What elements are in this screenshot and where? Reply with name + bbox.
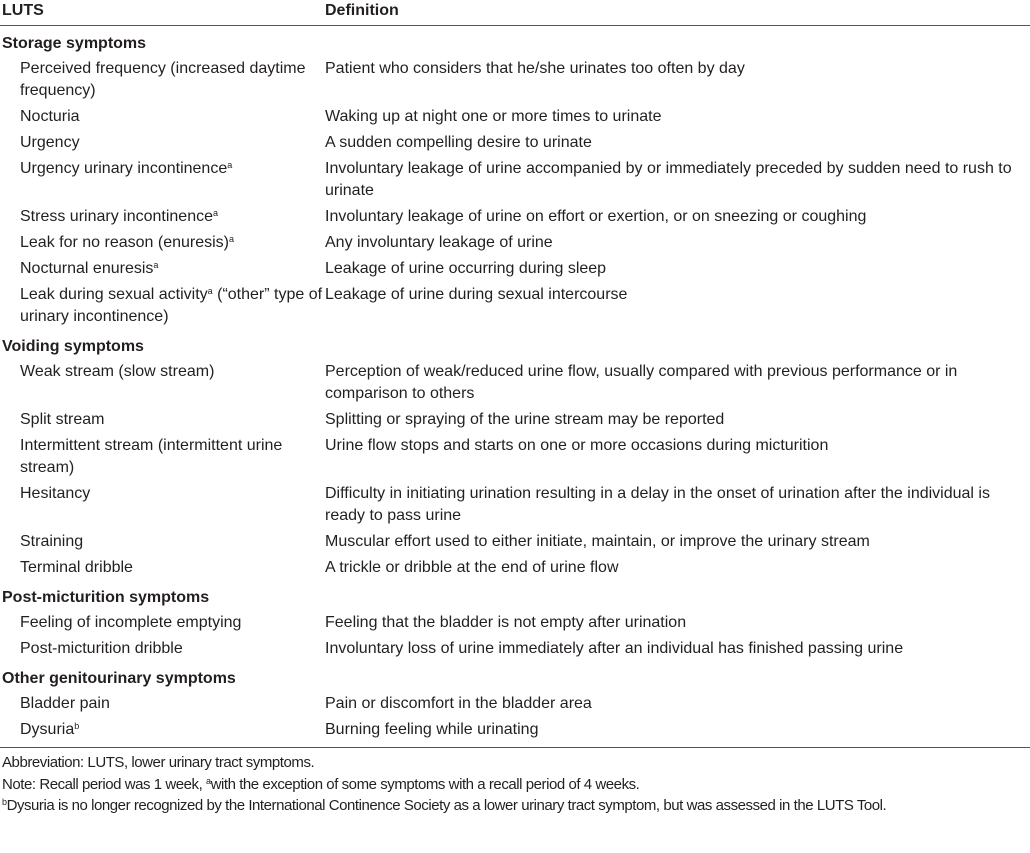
table-row	[0, 230, 1030, 256]
footnote-marker: a	[212, 208, 218, 218]
symptom-name: Bladder pain	[20, 695, 110, 712]
table-row	[0, 555, 1030, 581]
symptom-name: Hesitancy	[20, 485, 91, 502]
symptom-name: Dysuria	[20, 721, 75, 738]
table-row	[0, 529, 1030, 555]
symptom-cell	[0, 529, 325, 555]
definition-cell: Any involuntary leakage of urine	[325, 234, 553, 251]
symptom-name: Nocturnal enuresis	[20, 260, 154, 277]
dysuria-footnote	[2, 795, 1028, 817]
definition-cell: A trickle or dribble at the end of urine flow	[325, 559, 619, 576]
recall-note-rest: with the exception of some symptoms with a recall period of 4 weeks.	[210, 775, 640, 793]
symptom-cell	[0, 230, 325, 256]
symptom-cell	[0, 636, 325, 662]
table-body	[0, 26, 1030, 748]
table-row	[0, 104, 1030, 130]
definition-cell: A sudden compelling desire to urinate	[325, 134, 592, 151]
symptom-name: Weak stream (slow stream)	[20, 363, 215, 380]
symptom-name: Perceived frequency (increased daytime frequency)	[20, 60, 306, 99]
section-header-row	[0, 330, 1030, 359]
recall-note-prefix: Note: Recall period was 1 week,	[2, 775, 207, 793]
symptom-name: Split stream	[20, 411, 105, 428]
symptom-cell	[0, 359, 325, 407]
section-title: Post-micturition symptoms	[2, 589, 210, 606]
table-row	[0, 717, 1030, 748]
symptom-name: Nocturia	[20, 108, 80, 125]
symptom-cell	[0, 433, 325, 481]
table-row	[0, 130, 1030, 156]
symptom-cell	[0, 481, 325, 529]
definition-cell: Difficulty in initiating urination resulting in a delay in the onset of urination after the individual is ready to pass urine	[325, 485, 990, 524]
symptom-name: Post-micturition dribble	[20, 640, 183, 657]
symptom-name: Urgency urinary incontinence	[20, 160, 228, 177]
definition-cell: Splitting or spraying of the urine stream may be reported	[325, 411, 725, 428]
recall-note	[2, 774, 1028, 796]
symptom-cell	[0, 717, 325, 748]
footnote-marker: a	[207, 286, 213, 296]
symptom-name: Leak during sexual activity	[20, 286, 208, 303]
definition-cell: Pain or discomfort in the bladder area	[325, 695, 592, 712]
abbreviation-note: Abbreviation: LUTS, lower urinary tract symptoms.	[2, 754, 315, 771]
definition-cell: Leakage of urine during sexual intercourse	[325, 286, 628, 303]
footnote-marker: a	[227, 160, 233, 170]
table-row	[0, 610, 1030, 636]
footnote-marker-a: a	[206, 775, 211, 786]
symptom-name-suffix: (“other” type of urinary incontinence)	[20, 286, 323, 325]
definition-cell: Feeling that the bladder is not empty after urination	[325, 614, 687, 631]
footnote-marker: b	[74, 721, 80, 731]
table-row	[0, 282, 1030, 330]
table-row	[0, 359, 1030, 407]
definition-cell: Leakage of urine occurring during sleep	[325, 260, 607, 277]
header-definition: Definition	[325, 2, 399, 19]
symptom-cell	[0, 56, 325, 104]
symptom-name: Leak for no reason (enuresis)	[20, 234, 229, 251]
definition-cell: Muscular effort used to either initiate, maintain, or improve the urinary stream	[325, 533, 870, 550]
symptom-name: Stress urinary incontinence	[20, 208, 213, 225]
table-row	[0, 256, 1030, 282]
table-row	[0, 156, 1030, 204]
table-row	[0, 636, 1030, 662]
footnote-marker: a	[153, 260, 159, 270]
section-header-row	[0, 26, 1030, 57]
definition-cell: Perception of weak/reduced urine flow, usually compared with previous performance or in comparison to others	[325, 363, 958, 402]
symptom-name: Intermittent stream (intermittent urine stream)	[20, 437, 283, 476]
footnote-marker-b: b	[2, 797, 7, 807]
table-row	[0, 691, 1030, 717]
table-row	[0, 204, 1030, 230]
symptom-name: Straining	[20, 533, 84, 550]
symptom-cell	[0, 256, 325, 282]
header-luts: LUTS	[2, 2, 44, 19]
section-header-row	[0, 581, 1030, 610]
definition-cell: Burning feeling while urinating	[325, 721, 539, 738]
definition-cell: Involuntary loss of urine immediately after an individual has finished passing urine	[325, 640, 904, 657]
definition-cell: Patient who considers that he/she urinates too often by day	[325, 60, 745, 77]
symptom-name: Terminal dribble	[20, 559, 133, 576]
footnote-marker: a	[229, 234, 235, 244]
dysuria-footnote-text: Dysuria is no longer recognized by the International Continence Society as a lower urinary tract symptom, but was assessed in the LUTS Tool.	[6, 797, 887, 814]
symptom-name: Feeling of incomplete emptying	[20, 614, 242, 631]
symptom-cell	[0, 204, 325, 230]
section-header-row	[0, 662, 1030, 691]
definition-cell: Involuntary leakage of urine accompanied by or immediately preceded by sudden need to rush to urinate	[325, 160, 1012, 199]
symptom-cell	[0, 610, 325, 636]
definition-cell: Urine flow stops and starts on one or more occasions during micturition	[325, 437, 829, 454]
symptom-cell	[0, 130, 325, 156]
symptom-name: Urgency	[20, 134, 80, 151]
table-header-row	[0, 0, 1030, 26]
table-row	[0, 407, 1030, 433]
symptom-cell	[0, 156, 325, 204]
section-title: Storage symptoms	[2, 35, 147, 52]
definition-cell: Involuntary leakage of urine on effort or exertion, or on sneezing or coughing	[325, 208, 867, 225]
section-title: Other genitourinary symptoms	[2, 670, 236, 687]
definition-cell: Waking up at night one or more times to urinate	[325, 108, 662, 125]
table-row	[0, 433, 1030, 481]
symptom-cell	[0, 691, 325, 717]
symptom-cell	[0, 282, 325, 330]
symptom-cell	[0, 555, 325, 581]
section-title: Voiding symptoms	[2, 338, 144, 355]
symptom-cell	[0, 407, 325, 433]
table-row	[0, 481, 1030, 529]
symptom-cell	[0, 104, 325, 130]
table-notes	[0, 748, 1030, 817]
table-row	[0, 56, 1030, 104]
